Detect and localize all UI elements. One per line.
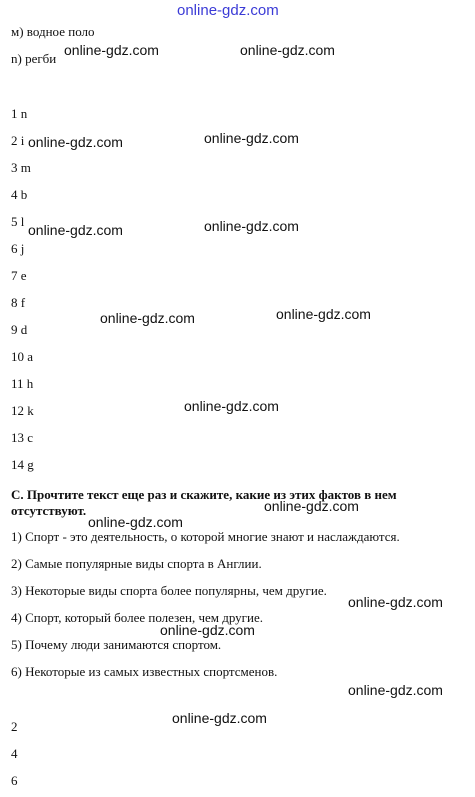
section-c-heading: C. Прочтите текст еще раз и скажите, какие из этих фактов в нем отсутствуют. [11, 487, 397, 518]
answer-10: 10 a [11, 349, 34, 364]
watermark-top: online-gdz.com [177, 2, 279, 19]
fact-2: 2) Самые популярные виды спорта в Англии. [11, 556, 262, 571]
watermark: online-gdz.com [28, 134, 123, 150]
fact-3: 3) Некоторые виды спорта более популярны, чем другие. [11, 583, 327, 598]
option-m: м) водное поло [11, 24, 95, 39]
watermark: online-gdz.com [100, 310, 195, 326]
answer-4: 4 b [11, 187, 28, 202]
watermark: online-gdz.com [276, 306, 371, 322]
fact-1: 1) Спорт - это деятельность, о которой многие знают и наслаждаются. [11, 529, 400, 544]
answer-12: 12 k [11, 403, 34, 418]
answer-9: 9 d [11, 322, 28, 337]
answer-2: 2 i [11, 133, 25, 148]
watermark: online-gdz.com [348, 682, 443, 698]
watermark: online-gdz.com [204, 130, 299, 146]
answer-14: 14 g [11, 457, 34, 472]
answer-6: 6 j [11, 241, 25, 256]
fact-4: 4) Спорт, который более полезен, чем другие. [11, 610, 263, 625]
watermark: online-gdz.com [204, 218, 299, 234]
watermark: online-gdz.com [348, 594, 443, 610]
fact-5: 5) Почему люди занимаются спортом. [11, 637, 222, 652]
answer-5: 5 l [11, 214, 25, 229]
answer-3: 3 m [11, 160, 31, 175]
answer-1: 1 n [11, 106, 28, 121]
c-answer-2: 4 [11, 746, 18, 761]
watermark: online-gdz.com [160, 622, 255, 638]
watermark: online-gdz.com [240, 42, 335, 58]
watermark: online-gdz.com [172, 710, 267, 726]
watermark: online-gdz.com [184, 398, 279, 414]
answer-7: 7 e [11, 268, 27, 283]
fact-6: 6) Некоторые из самых известных спортсменов. [11, 664, 278, 679]
watermark: online-gdz.com [264, 498, 359, 514]
watermark: online-gdz.com [28, 222, 123, 238]
watermark: online-gdz.com [88, 514, 183, 530]
option-n: n) регби [11, 51, 57, 66]
answer-13: 13 c [11, 430, 34, 445]
answer-11: 11 h [11, 376, 34, 391]
c-answer-3: 6 [11, 773, 18, 788]
answer-8: 8 f [11, 295, 26, 310]
watermark: online-gdz.com [64, 42, 159, 58]
c-answer-1: 2 [11, 719, 18, 734]
